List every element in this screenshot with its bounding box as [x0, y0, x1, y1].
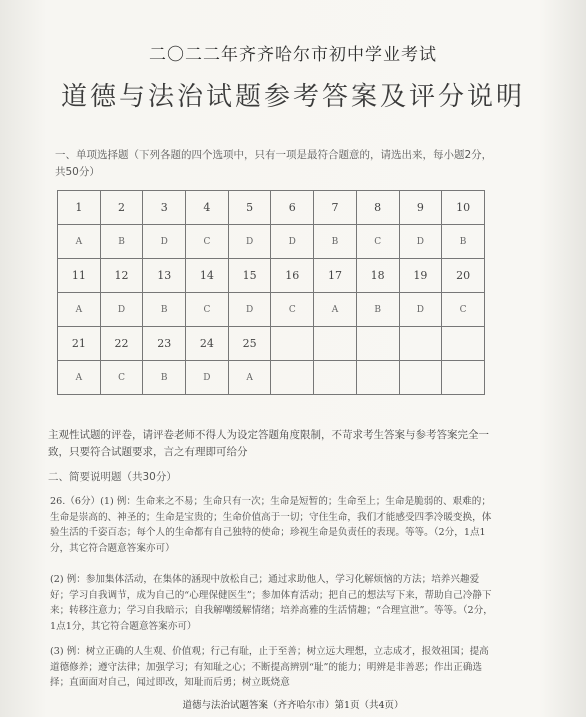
answer-cell: A	[228, 361, 271, 395]
question-number-row	[58, 259, 485, 293]
question-number-cell: 18	[356, 259, 399, 293]
answer-cell: B	[100, 225, 143, 259]
answer-cell: D	[228, 225, 271, 259]
question-number-cell: 20	[442, 259, 485, 293]
answer-cell	[314, 361, 357, 395]
question-number-cell: 8	[356, 191, 399, 225]
answer-cell	[271, 361, 314, 395]
main-title: 道德与法治试题参考答案及评分说明	[60, 82, 525, 112]
answer-cell: A	[58, 361, 101, 395]
answer-cell: B	[442, 225, 485, 259]
question-number-cell: 10	[442, 191, 485, 225]
question-number-cell	[399, 327, 442, 361]
question-number-cell: 21	[58, 327, 101, 361]
scoring-note: 主观性试题的评卷，请评卷老师不得人为设定答题角度限制，不苛求考生答案与参考答案完全一致，只要符合试题要求，言之有理即可给分	[48, 429, 489, 458]
answer-cell: A	[314, 293, 357, 327]
page-footer: 道德与法治试题答案（齐齐哈尔市）第1页（共4页）	[182, 700, 404, 711]
answer-cell: D	[228, 293, 271, 327]
question-number-cell: 22	[100, 327, 143, 361]
answer-cell: C	[100, 361, 143, 395]
question-number-cell: 5	[228, 191, 271, 225]
answer-cell: A	[58, 293, 101, 327]
question-number-cell: 12	[100, 259, 143, 293]
answer-cell: A	[58, 225, 101, 259]
question-number-cell	[314, 327, 357, 361]
question-number-cell: 4	[186, 191, 229, 225]
question-number-cell	[356, 327, 399, 361]
question-number-cell: 14	[186, 259, 229, 293]
answer-table	[57, 190, 485, 395]
question-number-cell: 24	[186, 327, 229, 361]
exam-title: 二〇二二年齐齐哈尔市初中学业考试	[149, 45, 437, 65]
question-number-cell: 11	[58, 259, 101, 293]
question-number-cell: 6	[271, 191, 314, 225]
answer-cell: C	[271, 293, 314, 327]
question-number-cell: 25	[228, 327, 271, 361]
answer-row	[58, 361, 485, 395]
question-number-cell: 19	[399, 259, 442, 293]
answer-cell: D	[399, 225, 442, 259]
answer-cell: D	[100, 293, 143, 327]
answer-cell: C	[356, 225, 399, 259]
answer-cell: C	[186, 225, 229, 259]
question-number-cell: 13	[143, 259, 186, 293]
answer-cell: D	[399, 293, 442, 327]
question-number-row	[58, 327, 485, 361]
answer-row	[58, 225, 485, 259]
question-number-cell: 2	[100, 191, 143, 225]
answer-cell: B	[314, 225, 357, 259]
answer-cell: C	[442, 293, 485, 327]
answer-cell: D	[143, 225, 186, 259]
question-number-cell	[442, 327, 485, 361]
section1-heading: 一、单项选择题（下列各题的四个选项中，只有一项是最符合题意的，请选出来，每小题2分，共50分）	[55, 149, 493, 178]
answer-cell: B	[356, 293, 399, 327]
answer-row	[58, 293, 485, 327]
question-number-cell: 16	[271, 259, 314, 293]
answer-cell: B	[143, 293, 186, 327]
question-number-cell: 3	[143, 191, 186, 225]
answer-cell: C	[186, 293, 229, 327]
question26-part2: (2) 例：参加集体活动，在集体的涵现中放松自己；通过求助他人，学习化解烦恼的方法；培养兴趣爱好；学习自我调节，成为自己的“心理保健医生”；参加体育活动；把自己的想法写下来，帮助自己冷静下来；转移注意力；学习自我暗示；自我解嘲缓解情绪；培养高雅的生活情趣；“合理宣泄”。等等。（2分，1点1分，其它符合题意答案亦可）	[50, 574, 493, 632]
question-number-cell	[271, 327, 314, 361]
question-number-row	[58, 191, 485, 225]
question-number-cell: 23	[143, 327, 186, 361]
question-number-cell: 15	[228, 259, 271, 293]
answer-cell	[442, 361, 485, 395]
answer-cell	[356, 361, 399, 395]
answer-cell	[399, 361, 442, 395]
question-number-cell: 9	[399, 191, 442, 225]
section2-heading: 二、简要说明题（共30分）	[48, 471, 177, 483]
answer-cell: B	[143, 361, 186, 395]
question-number-cell: 7	[314, 191, 357, 225]
question26-part3: (3) 例：树立正确的人生观、价值观；行己有耻，止于至善；树立远大理想，立志成才，报效祖国；提高道德修养；遵守法律；加强学习；有知耻之心；不断提高辨别“耻”的能力；明辨是非善恶；作出正确选择；直面面对自己，闻过即改，知耻而后勇；树立既烧意	[50, 646, 489, 689]
question-number-cell: 17	[314, 259, 357, 293]
answer-cell: D	[271, 225, 314, 259]
question-number-cell: 1	[58, 191, 101, 225]
question26-part1: 26.（6分）(1) 例：生命来之不易；生命只有一次；生命是短暂的；生命至上；生命是脆弱的、艰难的；生命是崇高的、神圣的；生命是宝贵的；生命价值高于一切；守住生命，我们才能感受四季冷暖变换，体验生活的千姿百态；每个人的生命都有自己独特的使命；珍视生命是负责任的表现。等等。（2分，1点1分，其它符合题意答案亦可）	[50, 496, 492, 554]
answer-cell: D	[186, 361, 229, 395]
